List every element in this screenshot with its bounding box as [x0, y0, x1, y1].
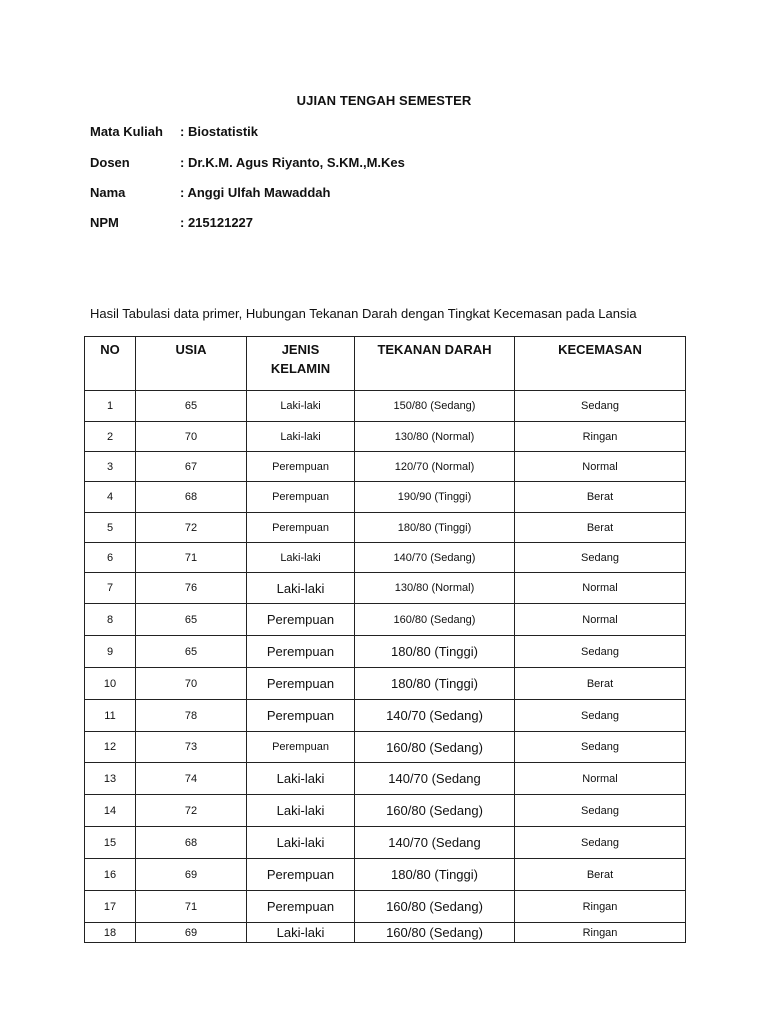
cell-blood-pressure: 160/80 (Sedang)	[355, 732, 515, 763]
cell-blood-pressure: 180/80 (Tinggi)	[355, 859, 515, 891]
cell-anxiety: Sedang	[515, 391, 686, 422]
table-row	[85, 543, 686, 573]
cell-blood-pressure: 190/90 (Tinggi)	[355, 482, 515, 513]
header-no: NO	[85, 337, 136, 391]
cell-blood-pressure: 150/80 (Sedang)	[355, 391, 515, 422]
meta-row-course	[90, 124, 258, 139]
cell-anxiety: Ringan	[515, 923, 686, 943]
table-row	[85, 795, 686, 827]
meta-value: : Biostatistik	[180, 124, 259, 139]
cell-age: 76	[136, 573, 247, 604]
cell-gender: Laki-laki	[247, 763, 355, 795]
cell-age: 72	[136, 795, 247, 827]
cell-age: 69	[136, 923, 247, 943]
header-anxiety: KECEMASAN	[515, 337, 686, 391]
cell-blood-pressure: 120/70 (Normal)	[355, 452, 515, 482]
document-title: UJIAN TENGAH SEMESTER	[296, 93, 472, 108]
cell-age: 72	[136, 513, 247, 543]
cell-no: 3	[85, 452, 136, 482]
cell-age: 73	[136, 732, 247, 763]
cell-gender: Laki-laki	[247, 422, 355, 452]
table-row	[85, 604, 686, 636]
cell-anxiety: Sedang	[515, 636, 686, 668]
cell-no: 8	[85, 604, 136, 636]
table-row	[85, 482, 686, 513]
cell-age: 78	[136, 700, 247, 732]
cell-anxiety: Berat	[515, 513, 686, 543]
table-row	[85, 859, 686, 891]
table-row	[85, 827, 686, 859]
cell-anxiety: Ringan	[515, 891, 686, 923]
cell-age: 69	[136, 859, 247, 891]
header-gender-label: JENIS KELAMIN	[270, 342, 331, 376]
cell-blood-pressure: 140/70 (Sedang	[355, 827, 515, 859]
cell-no: 10	[85, 668, 136, 700]
cell-blood-pressure: 140/70 (Sedang	[355, 763, 515, 795]
cell-age: 68	[136, 482, 247, 513]
cell-no: 16	[85, 859, 136, 891]
cell-gender: Perempuan	[247, 732, 355, 763]
meta-label: Nama	[90, 185, 126, 200]
header-gender	[247, 337, 355, 391]
data-table	[84, 336, 686, 943]
cell-gender: Laki-laki	[247, 573, 355, 604]
cell-blood-pressure: 130/80 (Normal)	[355, 422, 515, 452]
table-row	[85, 891, 686, 923]
cell-blood-pressure: 160/80 (Sedang)	[355, 795, 515, 827]
table-row	[85, 732, 686, 763]
cell-no: 1	[85, 391, 136, 422]
cell-no: 12	[85, 732, 136, 763]
cell-gender: Perempuan	[247, 482, 355, 513]
meta-value: : Dr.K.M. Agus Riyanto, S.KM.,M.Kes	[180, 155, 405, 170]
cell-anxiety: Berat	[515, 482, 686, 513]
cell-blood-pressure: 140/70 (Sedang)	[355, 543, 515, 573]
cell-blood-pressure: 160/80 (Sedang)	[355, 923, 515, 943]
table-row	[85, 700, 686, 732]
cell-age: 67	[136, 452, 247, 482]
cell-gender: Perempuan	[247, 452, 355, 482]
cell-age: 71	[136, 543, 247, 573]
table-row	[85, 763, 686, 795]
cell-blood-pressure: 160/80 (Sedang)	[355, 604, 515, 636]
cell-no: 7	[85, 573, 136, 604]
cell-no: 4	[85, 482, 136, 513]
header-age: USIA	[136, 337, 247, 391]
meta-label: Dosen	[90, 155, 130, 170]
cell-anxiety: Sedang	[515, 700, 686, 732]
cell-blood-pressure: 130/80 (Normal)	[355, 573, 515, 604]
cell-age: 70	[136, 668, 247, 700]
cell-gender: Perempuan	[247, 604, 355, 636]
meta-value: : Anggi Ulfah Mawaddah	[180, 185, 331, 200]
table-row	[85, 636, 686, 668]
cell-anxiety: Normal	[515, 604, 686, 636]
cell-blood-pressure: 160/80 (Sedang)	[355, 891, 515, 923]
cell-gender: Perempuan	[247, 513, 355, 543]
table-row	[85, 391, 686, 422]
cell-gender: Perempuan	[247, 700, 355, 732]
cell-gender: Perempuan	[247, 891, 355, 923]
cell-no: 15	[85, 827, 136, 859]
cell-no: 2	[85, 422, 136, 452]
cell-anxiety: Sedang	[515, 795, 686, 827]
cell-anxiety: Ringan	[515, 422, 686, 452]
table-row	[85, 452, 686, 482]
cell-age: 74	[136, 763, 247, 795]
cell-gender: Laki-laki	[247, 795, 355, 827]
cell-blood-pressure: 180/80 (Tinggi)	[355, 668, 515, 700]
header-blood-pressure: TEKANAN DARAH	[355, 337, 515, 391]
cell-no: 5	[85, 513, 136, 543]
cell-no: 14	[85, 795, 136, 827]
cell-no: 18	[85, 923, 136, 943]
cell-anxiety: Sedang	[515, 543, 686, 573]
cell-gender: Laki-laki	[247, 543, 355, 573]
cell-blood-pressure: 180/80 (Tinggi)	[355, 513, 515, 543]
table-row	[85, 422, 686, 452]
cell-gender: Laki-laki	[247, 827, 355, 859]
cell-age: 65	[136, 391, 247, 422]
table-row	[85, 513, 686, 543]
cell-gender: Perempuan	[247, 668, 355, 700]
cell-anxiety: Normal	[515, 763, 686, 795]
cell-no: 6	[85, 543, 136, 573]
cell-anxiety: Berat	[515, 668, 686, 700]
table-row	[85, 668, 686, 700]
cell-age: 71	[136, 891, 247, 923]
cell-blood-pressure: 180/80 (Tinggi)	[355, 636, 515, 668]
cell-anxiety: Sedang	[515, 827, 686, 859]
cell-no: 11	[85, 700, 136, 732]
cell-gender: Perempuan	[247, 859, 355, 891]
cell-gender: Perempuan	[247, 636, 355, 668]
meta-row-lecturer	[90, 155, 405, 170]
cell-age: 70	[136, 422, 247, 452]
meta-row-name	[90, 185, 330, 200]
cell-anxiety: Berat	[515, 859, 686, 891]
cell-gender: Laki-laki	[247, 923, 355, 943]
cell-anxiety: Normal	[515, 452, 686, 482]
cell-no: 9	[85, 636, 136, 668]
table-row	[85, 573, 686, 604]
meta-label: Mata Kuliah	[90, 124, 163, 139]
cell-age: 65	[136, 604, 247, 636]
table-caption: Hasil Tabulasi data primer, Hubungan Tekanan Darah dengan Tingkat Kecemasan pada Lansia	[90, 306, 637, 321]
cell-age: 65	[136, 636, 247, 668]
meta-value: : 215121227	[180, 215, 254, 230]
cell-gender: Laki-laki	[247, 391, 355, 422]
cell-anxiety: Sedang	[515, 732, 686, 763]
table-header-row	[85, 337, 686, 391]
meta-row-npm	[90, 215, 253, 230]
cell-no: 13	[85, 763, 136, 795]
cell-no: 17	[85, 891, 136, 923]
meta-label: NPM	[90, 215, 119, 230]
cell-age: 68	[136, 827, 247, 859]
cell-anxiety: Normal	[515, 573, 686, 604]
table-row	[85, 923, 686, 943]
cell-blood-pressure: 140/70 (Sedang)	[355, 700, 515, 732]
